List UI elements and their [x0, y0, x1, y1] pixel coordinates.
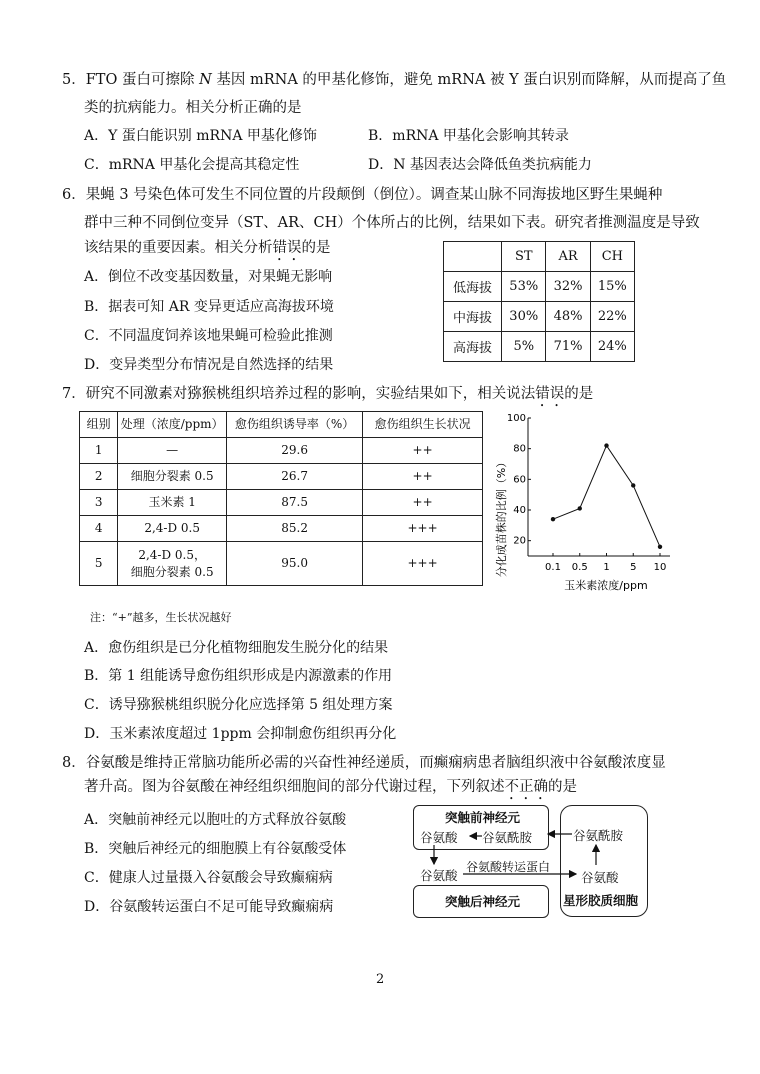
table-cell: 85.2 [227, 516, 363, 542]
series-line [553, 446, 660, 547]
table-cell: 1 [80, 438, 118, 464]
table-row [444, 272, 635, 302]
cleft-glutamate-label: 谷氨酸 [420, 868, 458, 883]
q5-option-d: D．N 基因表达会降低鱼类抗病能力 [368, 157, 592, 173]
q5-stem-line1: 5．FTO 蛋白可擦除 N 基因 mRNA 的甲基化修饰，避免 mRNA 被 Y 蛋白识别而降解，从而提高了鱼 [62, 72, 727, 88]
x-tick-label: 10 [653, 562, 667, 573]
astro-glutamine-label: 谷氨酰胺 [573, 828, 624, 843]
pre-glutamate-label: 谷氨酸 [420, 830, 458, 845]
diagram-arrows [410, 800, 655, 925]
table-header-ch: CH [590, 242, 634, 272]
q7-option-a: A．愈伤组织是已分化植物细胞发生脱分化的结果 [84, 640, 389, 656]
table-row [80, 516, 483, 542]
page-number: 2 [376, 972, 385, 987]
table-cell: 53% [502, 272, 546, 302]
table-cell: 2,4-D 0.5 [118, 516, 227, 542]
table-header: 处理（浓度/ppm） [118, 412, 227, 438]
table-cell: 高海拔 [444, 332, 502, 362]
q7-option-b: B．第 1 组能诱导愈伤组织形成是内源激素的作用 [84, 668, 393, 684]
table-cell: 低海拔 [444, 272, 502, 302]
table-cell: 95.0 [227, 542, 363, 586]
table-cell: 3 [80, 490, 118, 516]
table-cell: 22% [590, 302, 634, 332]
y-axis-label: 分化成苗株的比例（%） [495, 456, 508, 578]
table-cell: 30% [502, 302, 546, 332]
y-tick-label: 100 [506, 413, 526, 424]
table-cell: 4 [80, 516, 118, 542]
q6-option-b: B．据表可知 AR 变异更适应高海拔环境 [84, 299, 334, 315]
y-tick-label: 80 [513, 443, 526, 455]
table-row [444, 302, 635, 332]
table-cell: 玉米素 1 [118, 490, 227, 516]
table-cell: 32% [546, 272, 590, 302]
data-point [551, 517, 555, 521]
table-cell: — [118, 438, 227, 464]
table-header-st: ST [502, 242, 546, 272]
pre-glutamine-label: 谷氨酰胺 [482, 830, 533, 845]
q5-option-a: A．Y 蛋白能识别 mRNA 甲基化修饰 [84, 128, 317, 144]
table-cell: 5% [502, 332, 546, 362]
data-point [658, 545, 662, 549]
table-cell: 2 [80, 464, 118, 490]
table-row [444, 242, 635, 272]
table-cell [444, 242, 502, 272]
q6-option-d: D．变异类型分布情况是自然选择的结果 [84, 357, 334, 373]
table-cell: 71% [546, 332, 590, 362]
table-cell [118, 542, 227, 586]
q6-table [443, 241, 635, 362]
q5-option-c: C．mRNA 甲基化会提高其稳定性 [84, 157, 300, 173]
transporter-label: 谷氨酸转运蛋白 [466, 860, 551, 874]
table-cell: ++ [363, 490, 483, 516]
table-cell: 26.7 [227, 464, 363, 490]
table-cell: 87.5 [227, 490, 363, 516]
q8-stem-line2: 著升高。图为谷氨酸在神经组织细胞间的部分代谢过程，下列叙述不正确的是 [84, 779, 577, 795]
q8-option-a: A．突触前神经元以胞吐的方式释放谷氨酸 [84, 812, 347, 828]
data-point [578, 506, 582, 510]
table-cell: 48% [546, 302, 590, 332]
q7-option-c: C．诱导猕猴桃组织脱分化应选择第 5 组处理方案 [84, 697, 393, 713]
q8-stem-line1: 8．谷氨酸是维持正常脑功能所必需的兴奋性神经递质，而癫痫病患者脑组织液中谷氨酸浓度显 [62, 755, 666, 771]
cell-line: 2,4-D 0.5， [138, 547, 206, 562]
table-row [80, 542, 483, 586]
x-axis-label: 玉米素浓度/ppm [564, 579, 648, 592]
table-cell: +++ [363, 516, 483, 542]
table-cell: 5 [80, 542, 118, 586]
table-cell: +++ [363, 542, 483, 586]
x-tick-label: 0.5 [571, 562, 588, 573]
q7-stem: 7．研究不同激素对猕猴桃组织培养过程的影响，实验结果如下，相关说法错误的是 [62, 386, 594, 402]
q6-option-c: C．不同温度饲养该地果蝇可检验此推测 [84, 328, 333, 344]
q8-option-d: D．谷氨酸转运蛋白不足可能导致癫痫病 [84, 899, 334, 915]
table-cell: ++ [363, 464, 483, 490]
y-tick-label: 60 [513, 474, 526, 486]
table-cell: 15% [590, 272, 634, 302]
line-chart [488, 410, 688, 602]
x-tick-label: 1 [603, 562, 610, 573]
cell-line: 细胞分裂素 0.5 [130, 564, 214, 579]
q6-stem-line2: 群中三种不同倒位变异（ST、AR、CH）个体所占的比例，结果如下表。研究者推测温度是导致 [84, 215, 700, 231]
y-tick-label: 40 [513, 505, 526, 516]
q8-option-b: B．突触后神经元的细胞膜上有谷氨酸受体 [84, 841, 347, 857]
table-cell: 29.6 [227, 438, 363, 464]
q7-note: 注：“+”越多，生长状况越好 [90, 611, 232, 624]
table-header: 组别 [80, 412, 118, 438]
table-row [80, 412, 483, 438]
x-tick-label: 0.1 [545, 562, 561, 573]
table-header: 愈伤组织诱导率（%） [227, 412, 363, 438]
table-row [80, 490, 483, 516]
q8-option-c: C．健康人过量摄入谷氨酸会导致癫痫病 [84, 870, 333, 886]
data-point [631, 483, 635, 487]
x-tick-label: 5 [630, 562, 637, 573]
y-tick-label: 20 [513, 535, 526, 547]
table-cell: 细胞分裂素 0.5 [118, 464, 227, 490]
astrocyte-title: 星形胶质细胞 [563, 893, 639, 908]
table-cell: ++ [363, 438, 483, 464]
q7-table [79, 411, 483, 586]
presynaptic-neuron-title: 突触前神经元 [445, 810, 521, 825]
astro-glutamate-label: 谷氨酸 [581, 870, 619, 885]
q6-stem-line1: 6．果蝇 3 号染色体可发生不同位置的片段颠倒（倒位）。调查某山脉不同海拔地区野生果蝇种 [62, 187, 663, 203]
q6-option-a: A．倒位不改变基因数量，对果蝇无影响 [84, 269, 333, 285]
table-row [80, 464, 483, 490]
postsynaptic-neuron-title: 突触后神经元 [445, 894, 521, 909]
table-row [444, 332, 635, 362]
q5-stem-line2: 类的抗病能力。相关分析正确的是 [84, 100, 302, 116]
table-row [80, 438, 483, 464]
table-header-ar: AR [546, 242, 590, 272]
q7-option-d: D．玉米素浓度超过 1ppm 会抑制愈伤组织再分化 [84, 726, 397, 742]
q6-stem-line3: 该结果的重要因素。相关分析错误的是 [84, 240, 331, 256]
table-header: 愈伤组织生长状况 [363, 412, 483, 438]
table-cell: 24% [590, 332, 634, 362]
q5-option-b: B．mRNA 甲基化会影响其转录 [368, 128, 569, 144]
table-cell: 中海拔 [444, 302, 502, 332]
data-point [604, 443, 608, 447]
